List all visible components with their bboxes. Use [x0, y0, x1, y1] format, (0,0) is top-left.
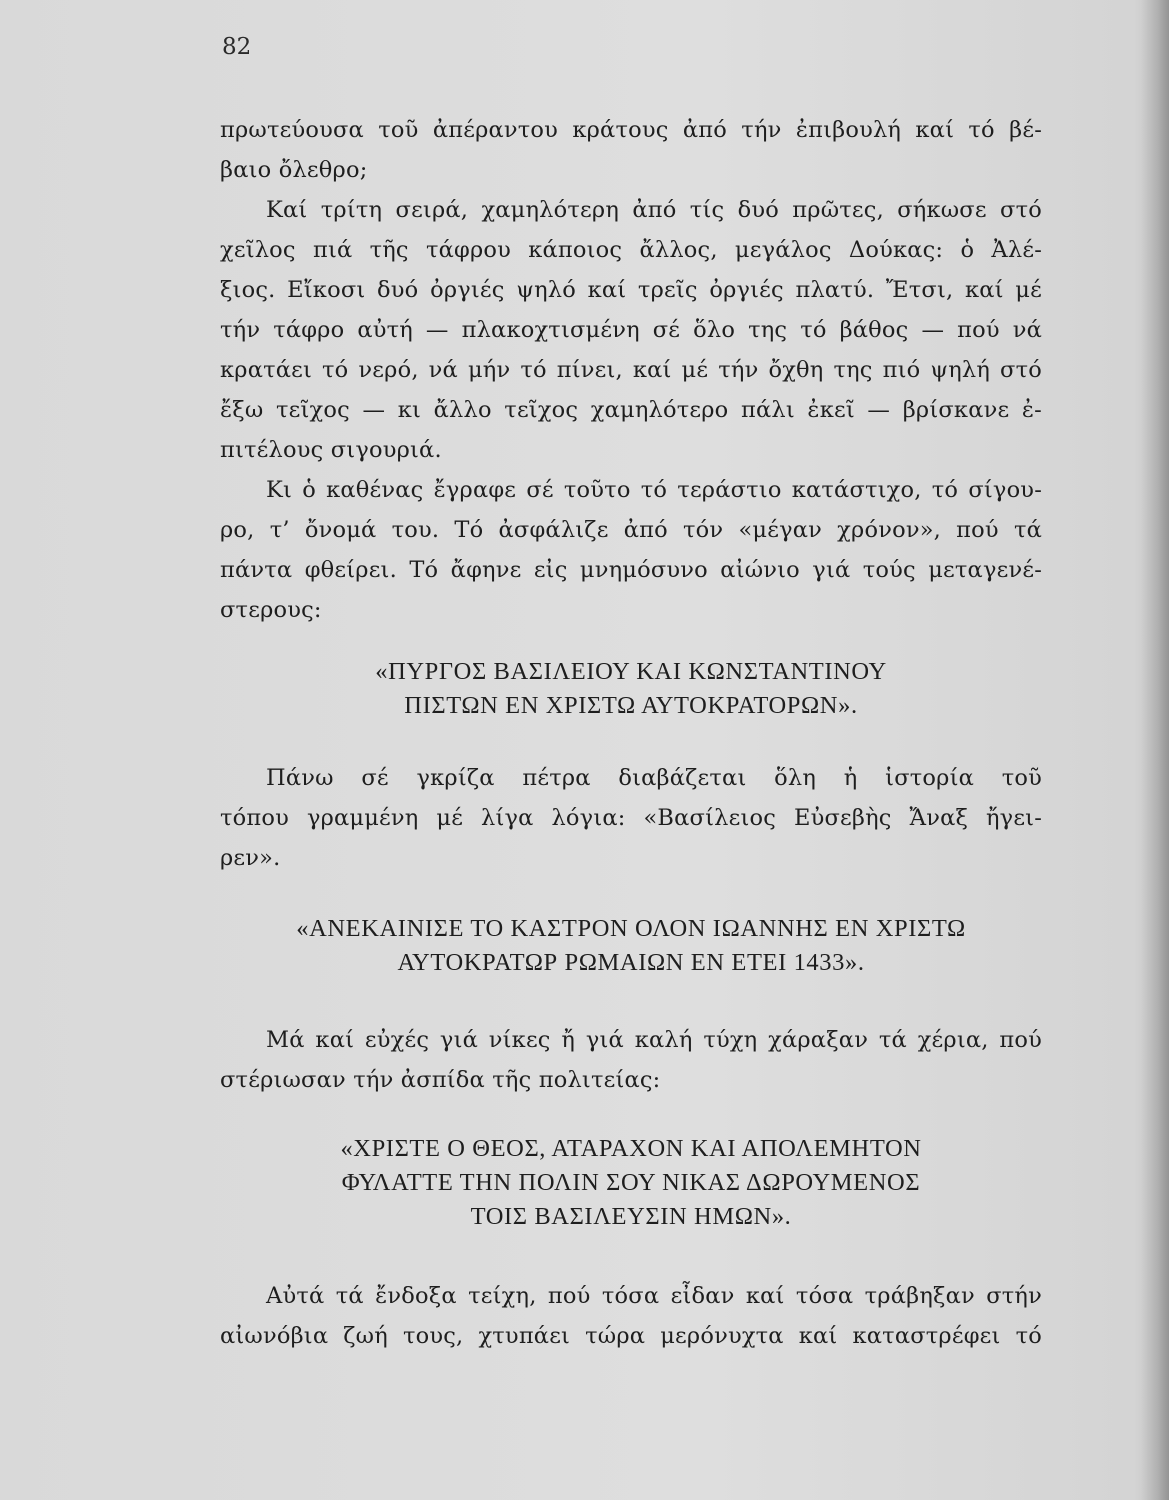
text-line: ρο, τ’ ὄνομά του. Τό ἀσφάλιζε ἀπό τόν «μέγαν χρόνον», πού τά	[220, 517, 1042, 543]
page-edge-shadow	[1141, 0, 1169, 1500]
inscription-line: ΦΥΛΑΤΤΕ ΤΗΝ ΠΟΛΙΝ ΣΟΥ ΝΙΚΑΣ ΔΩΡΟΥΜΕΝΟΣ	[341, 1169, 921, 1196]
text-line: αἰωνόβια ζωή τους, χτυπάει τώρα μερόνυχτα καί καταστρέφει τό	[220, 1323, 1042, 1349]
inscription-line: «ΑΝΕΚΑΙΝΙΣΕ ΤΟ ΚΑΣΤΡΟΝ ΟΛΟΝ ΙΩΑΝΝΗΣ ΕΝ ΧΡΙΣΤΩ	[296, 915, 966, 942]
text-line: τόπου γραμμένη μέ λίγα λόγια: «Βασίλειος Εὐσεβὴς Ἄναξ ἤγει-	[220, 805, 1042, 831]
paragraph-continuation	[220, 110, 1042, 190]
text-line: πάντα φθείρει. Τό ἄφηνε εἰς μνημόσυνο αἰώνιο γιά τούς μεταγενέ-	[220, 557, 1042, 583]
text-line: τήν τάφρο αὐτή — πλακοχτισμένη σέ ὅλο της τό βάθος — πού νά	[220, 317, 1042, 343]
text-line: Κι ὁ καθένας ἔγραφε σέ τοῦτο τό τεράστιο κατάστιχο, τό σίγου-	[266, 477, 1042, 503]
paragraph-wishes	[220, 1020, 1042, 1100]
inscription-line: ΑΥΤΟΚΡΑΤΩΡ ΡΩΜΑΙΩΝ ΕΝ ΕΤΕΙ 1433».	[397, 949, 865, 976]
text-line: στέριωσαν τήν ἀσπίδα τῆς πολιτείας:	[220, 1067, 661, 1093]
text-line: Μά καί εὐχές γιά νίκες ἤ γιά καλή τύχη χάραξαν τά χέρια, πού	[266, 1027, 1042, 1053]
inscription-line: «ΠΥΡΓΟΣ ΒΑΣΙΛΕΙΟΥ ΚΑΙ ΚΩΝΣΤΑΝΤΙΝΟΥ	[375, 658, 887, 685]
text-line: βαιο ὄλεθρο;	[220, 157, 368, 183]
inscription-john	[220, 912, 1042, 980]
paragraph-register	[220, 470, 1042, 630]
paragraph-glorious-walls	[220, 1276, 1042, 1356]
text-line: ξιος. Εἴκοσι δυό ὀργιές ψηλό καί τρεῖς ὀργιές πλατύ. Ἔτσι, καί μέ	[220, 277, 1042, 303]
inscription-tower	[220, 655, 1042, 723]
inscription-line: ΤΟΙΣ ΒΑΣΙΛΕΥΣΙΝ ΗΜΩΝ».	[470, 1203, 792, 1230]
page-number: 82	[222, 34, 252, 60]
inscription-christ	[220, 1132, 1042, 1234]
text-line: κρατάει τό νερό, νά μήν τό πίνει, καί μέ τήν ὄχθη της πιό ψηλή στό	[220, 357, 1042, 383]
inscription-line: ΠΙΣΤΩΝ ΕΝ ΧΡΙΣΤΩ ΑΥΤΟΚΡΑΤΟΡΩΝ».	[404, 692, 858, 719]
text-line: ρεν».	[220, 845, 281, 871]
text-line: πιτέλους σιγουριά.	[220, 437, 442, 463]
text-line: χεῖλος πιά τῆς τάφρου κάποιος ἄλλος, μεγάλος Δούκας: ὁ Ἀλέ-	[220, 237, 1042, 263]
paragraph-grey-stone	[220, 758, 1042, 878]
paragraph-third-wall	[220, 190, 1042, 470]
text-line: Πάνω σέ γκρίζα πέτρα διαβάζεται ὅλη ἡ ἱστορία τοῦ	[266, 765, 1042, 791]
text-line: Καί τρίτη σειρά, χαμηλότερη ἀπό τίς δυό πρῶτες, σήκωσε στό	[266, 197, 1042, 223]
text-line: πρωτεύουσα τοῦ ἀπέραντου κράτους ἀπό τήν ἐπιβουλή καί τό βέ-	[220, 117, 1042, 143]
text-line: ἔξω τεῖχος — κι ἄλλο τεῖχος χαμηλότερο πάλι ἐκεῖ — βρίσκανε ἐ-	[220, 397, 1042, 423]
text-line: Αὐτά τά ἔνδοξα τείχη, πού τόσα εἶδαν καί τόσα τράβηξαν στήν	[266, 1283, 1042, 1309]
inscription-line: «ΧΡΙΣΤΕ Ο ΘΕΟΣ, ΑΤΑΡΑΧΟΝ ΚΑΙ ΑΠΟΛΕΜΗΤΟΝ	[340, 1135, 922, 1162]
text-line: στερους:	[220, 597, 322, 623]
